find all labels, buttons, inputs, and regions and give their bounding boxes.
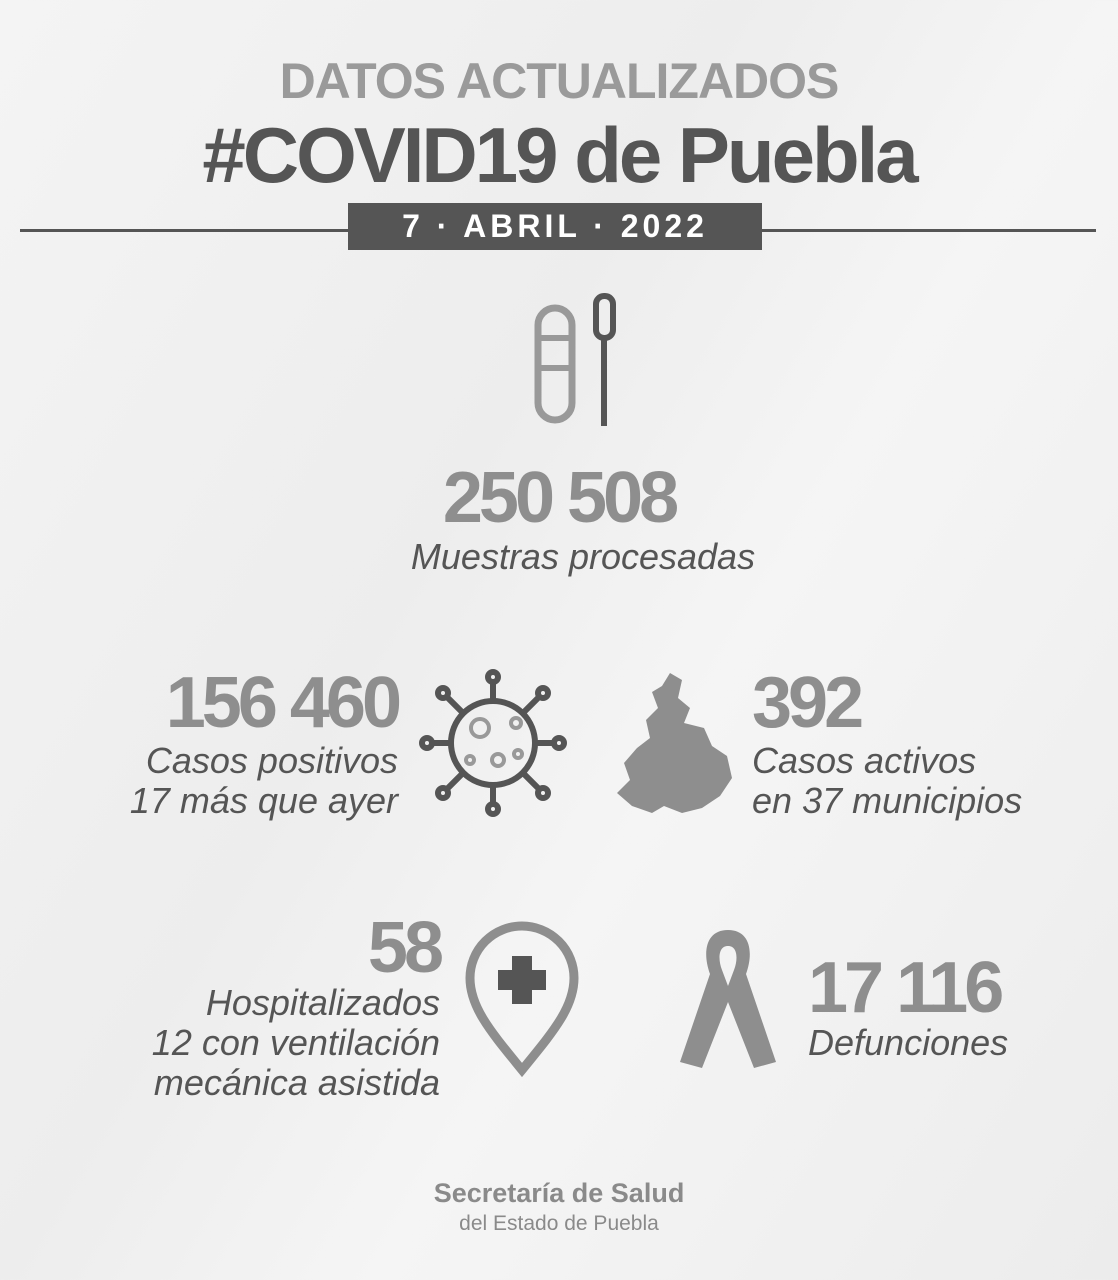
positive-label: Casos positivos — [145, 740, 398, 781]
positive-delta: 17 más que ayer — [129, 780, 398, 821]
footer-org: Secretaría de Salud — [433, 1178, 685, 1208]
ribbon-icon — [676, 922, 780, 1074]
hospital-pin-icon — [462, 918, 582, 1078]
active-value: 392 — [752, 663, 861, 743]
hospital-label: Hospitalizados — [205, 982, 440, 1023]
hospital-ventilation-2: mecánica asistida — [153, 1062, 440, 1103]
virus-icon — [418, 668, 568, 818]
hospital-ventilation: 12 con ventilación — [151, 1022, 440, 1063]
test-tube-swab-icon — [528, 290, 623, 430]
samples-label: Muestras procesadas — [410, 536, 756, 577]
divider-right — [760, 229, 1096, 232]
deaths-label: Defunciones — [808, 1022, 1009, 1063]
active-label: Casos activos — [752, 740, 977, 781]
footer-org-sub: del Estado de Puebla — [459, 1212, 659, 1235]
active-municipalities: en 37 municipios — [752, 780, 1023, 821]
divider-left — [20, 229, 350, 232]
header-subtitle: DATOS ACTUALIZADOS — [279, 53, 839, 109]
deaths-value: 17 116 — [808, 948, 1001, 1028]
samples-value: 250 508 — [442, 458, 676, 538]
page-title: #COVID19 de Puebla — [202, 111, 916, 199]
date-badge: 7 · ABRIL · 2022 — [348, 203, 762, 250]
puebla-map-icon — [612, 668, 737, 818]
positive-value: 156 460 — [165, 663, 398, 743]
hospital-value: 58 — [367, 908, 440, 988]
